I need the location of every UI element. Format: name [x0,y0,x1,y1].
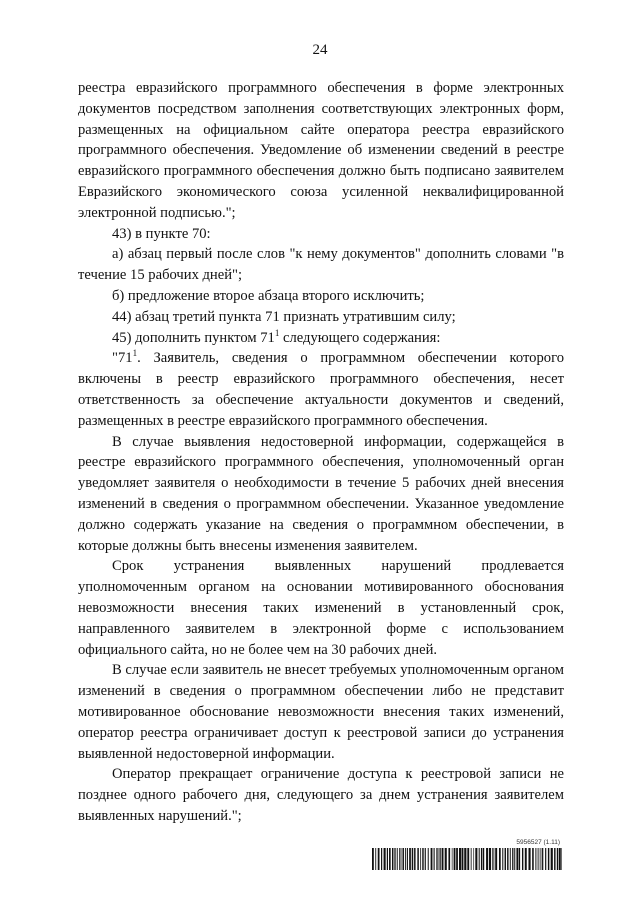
barcode-bar [532,848,534,870]
barcode-bar [492,848,493,870]
barcode-bar [561,848,562,870]
barcode-bar [542,848,543,870]
barcode-bar [420,848,421,870]
document-code: 5956527 (1.11) [516,839,560,846]
barcode-bar [381,848,382,870]
barcode-bar [440,848,441,870]
barcode-bar [403,848,404,870]
barcode-bar [389,848,391,870]
paragraph-text: 45) дополнить пунктом 71 [112,329,275,346]
barcode-bar [462,848,464,870]
barcode-bar [387,848,388,870]
paragraph: реестра евразийского программного обеспечения в форме электронных документов посредством заполнения соответствующих электронных форм, размещенных на официальном сайте оператора реестра евразийского программного обеспечения. Уведомление об изменении сведений в реестре евразийского программного обеспечения должно быть подписано заявителем Евразийского экономического союза усиленной неквалифицированной электронной подписью."; [78,80,564,221]
barcode-bar [407,848,408,870]
barcode-bar [459,848,461,870]
barcode-bar [483,848,484,870]
paragraph: б) предложение второе абзаца второго исключить; [112,287,425,304]
paragraph-text: "71 [112,350,133,367]
barcode-bar [442,848,444,870]
paragraph: В случае если заявитель не внесет требуемых уполномоченным органом изменений в сведения о программном обеспечении либо не представит мотивированное обоснование невозможности внесения таких изменений, оператор реестра ограничивает доступ к реестровой записи до устранения выявленной недостоверной информации. [78,662,564,762]
document-body [78,78,564,827]
barcode-bar [551,848,553,870]
barcode-bar [486,848,488,870]
barcode-bar [431,848,433,870]
barcode-bar [372,848,374,870]
paragraph: Срок устранения выявленных нарушений продлевается уполномоченным органом на основании мотивированного обоснования невозможности внесения таких изменений в установленный срок, направленного заявителем в электронной форме с использованием официального сайта, но не более чем на 30 рабочих дней. [78,558,564,658]
barcode-bar [519,848,520,870]
barcode-bar [514,848,515,870]
barcode-bar [481,848,482,870]
barcode-bar [471,848,472,870]
barcode-bar [399,848,400,870]
barcode-bar [540,848,541,870]
barcode-bar [402,848,403,870]
paragraph: В случае выявления недостоверной информации, содержащейся в реестре евразийского программного обеспечения, уполномоченный орган уведомляет заявителя о необходимости в течение 5 рабочих дней внесения изменений в сведения о программном обеспечении. Указанное уведомление должно содержать указание на сведения о программном обеспечении, в которые должны быть внесены изменения заявителем. [78,433,564,554]
barcode-bar [512,848,513,870]
barcode-bar [559,848,561,870]
barcode-bar [409,848,411,870]
page-number: 24 [312,42,328,58]
paragraph: 44) абзац третий пункта 71 признать утратившим силу; [112,308,456,325]
barcode-bar [405,848,406,870]
barcode-bar [538,848,539,870]
barcode-bar [464,848,466,870]
paragraph [78,328,564,349]
barcode-bar [467,848,469,870]
superscript: 1 [132,348,138,359]
paragraph [78,348,564,431]
barcode-bar [479,848,480,870]
barcode-bar [499,848,501,870]
barcode-bar [425,848,426,870]
barcode-bar [502,848,503,870]
paragraph: 43) в пункте 70: [112,225,211,242]
barcode-icon [372,848,562,870]
barcode-bar [452,848,453,870]
barcode-bar [554,848,555,870]
barcode-bar [448,848,450,870]
barcode-bar [395,848,396,870]
barcode-bar [510,848,511,870]
barcode-bar [475,848,477,870]
paragraph: Оператор прекращает ограничение доступа к реестровой записи не позднее одного рабочего дня, следующего за днем устранения заявителем выявленных нарушений."; [78,766,564,824]
paragraph-text: . Заявитель, сведения о программном обеспечении которого включены в реестр евразийского программного обеспечения, несет ответственность за обеспечение актуальности документов и сведений, размещенных в реестре евразийского программного обеспечения. [78,350,564,429]
barcode-bar [495,848,497,870]
paragraph-text: следующего содержания: [279,329,441,346]
barcode-bar [525,848,527,870]
barcode-bar [545,848,546,870]
barcode-bar [516,848,518,870]
barcode-bar [493,848,494,870]
barcode-bar [412,848,414,870]
barcode-bar [454,848,456,870]
barcode-bar [537,848,538,870]
barcode-bar [434,848,435,870]
barcode-bar [522,848,523,870]
barcode-bar [528,848,530,870]
barcode-bar [397,848,398,870]
barcode-bar [456,848,458,870]
barcode-bar [394,848,395,870]
barcode-bar [507,848,508,870]
barcode-bar [417,848,418,870]
barcode-bar [489,848,491,870]
superscript: 1 [274,327,280,338]
barcode-bar [445,848,447,870]
barcode-bar [535,848,536,870]
paragraph: а) абзац первый после слов "к нему документов" дополнить словами "в течение 15 рабочих дней"; [78,246,564,284]
barcode-bar [392,848,393,870]
barcode-bar [473,848,474,870]
barcode-bar [378,848,380,870]
barcode-bar [375,848,376,870]
barcode-bar [422,848,423,870]
barcode-bar [557,848,558,870]
barcode-bar [439,848,440,870]
barcode-bar [505,848,506,870]
barcode-bar [384,848,386,870]
barcode-bar [436,848,437,870]
barcode-bar [548,848,549,870]
barcode-bar [414,848,415,870]
barcode-bar [428,848,429,870]
